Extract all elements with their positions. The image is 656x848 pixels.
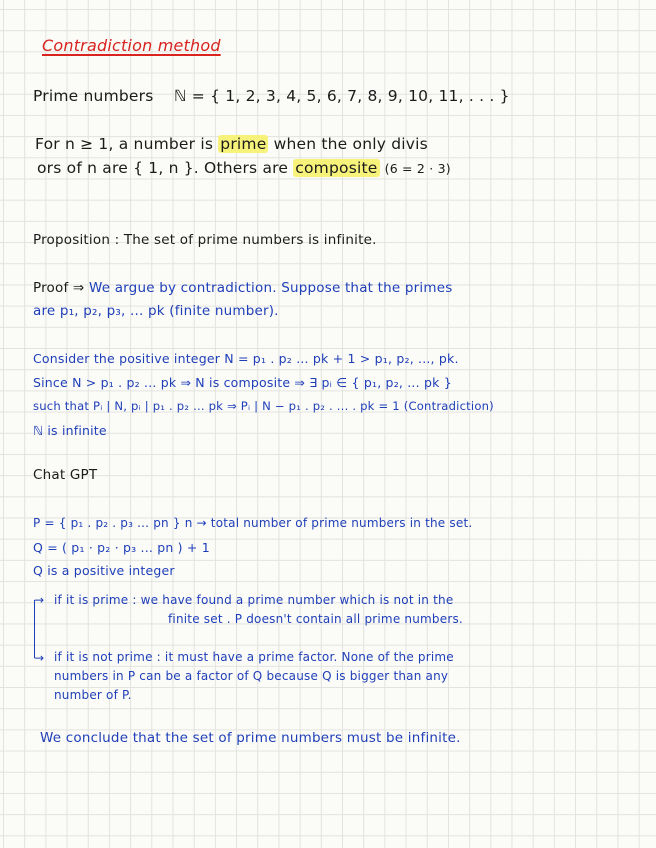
argument-line-2: Since N > p₁ . p₂ ... pk ⇒ N is composite ⇒ ∃ pᵢ ∈ { p₁, p₂, ... pk } (33, 375, 452, 390)
page-title: Contradiction method (42, 36, 221, 55)
case-prime-line-1: if it is prime : we have found a prime number which is not in the (54, 593, 454, 607)
case-not-prime-line-3: number of P. (54, 688, 132, 702)
prime-numbers-label: Prime numbers (33, 87, 154, 105)
conclusion: We conclude that the set of prime numbers must be infinite. (40, 730, 461, 746)
composite-example: (6 = 2 · 3) (384, 161, 451, 176)
chatgpt-line-1: P = { p₁ . p₂ . p₃ ... pn } n → total number of prime numbers in the set. (33, 516, 473, 530)
arrow-right-icon: → (34, 651, 45, 665)
definition-text: For n ≥ 1, a number is (35, 135, 214, 153)
proof-text: We argue by contradiction. Suppose that the primes (88, 280, 453, 296)
highlight-composite: composite (295, 159, 378, 177)
argument-line-4: ℕ is infinite (33, 423, 107, 438)
proof-label: Proof ⇒ (33, 280, 85, 296)
definition-line-1 (35, 135, 428, 153)
argument-line-1: Consider the positive integer N = p₁ . p₂ ... pk + 1 > p₁, p₂, ..., pk. (33, 351, 459, 366)
proposition: Proposition : The set of prime numbers is infinite. (33, 232, 377, 248)
definition-text: ors of n are { 1, n }. Others are (37, 159, 289, 177)
branch-bracket (34, 600, 35, 658)
proof-line-2: are p₁, p₂, p₃, ... pk (finite number). (33, 303, 279, 319)
chatgpt-line-3: Q is a positive integer (33, 563, 175, 578)
natural-numbers-set: ℕ = { 1, 2, 3, 4, 5, 6, 7, 8, 9, 10, 11, . . . } (174, 87, 510, 105)
case-not-prime-line-1: if it is not prime : it must have a prime factor. None of the prime (54, 650, 454, 664)
prime-numbers-line (33, 87, 510, 105)
definition-text: when the only divis (273, 135, 428, 153)
proof-line-1 (33, 280, 452, 296)
definition-line-2 (37, 159, 451, 177)
chatgpt-heading: Chat GPT (33, 467, 98, 483)
case-prime-line-2: finite set . P doesn't contain all prime numbers. (168, 612, 463, 626)
argument-line-3: such that Pᵢ | N, pᵢ | p₁ . p₂ ... pk ⇒ Pᵢ | N − p₁ . p₂ . ... . pk = 1 (Contradiction) (33, 399, 494, 413)
case-not-prime-line-2: numbers in P can be a factor of Q because Q is bigger than any (54, 669, 449, 683)
highlight-prime: prime (220, 135, 267, 153)
arrow-right-icon: → (34, 593, 45, 607)
chatgpt-line-2: Q = ( p₁ · p₂ · p₃ ... pn ) + 1 (33, 540, 210, 555)
